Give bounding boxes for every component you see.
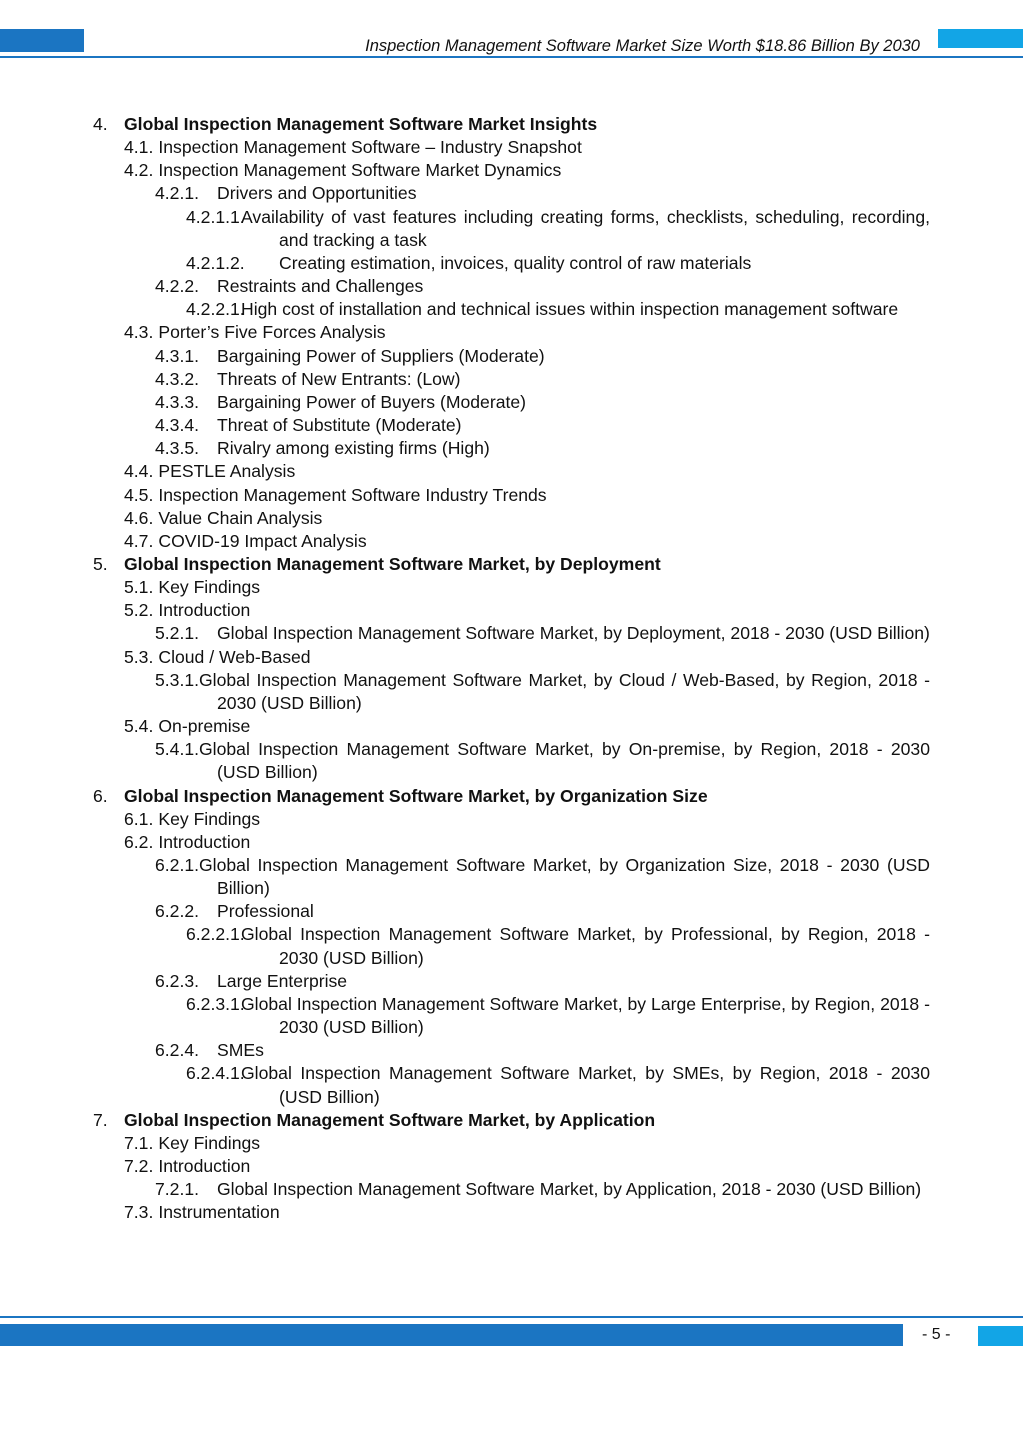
toc-entry-number: 5.3.: [124, 646, 154, 667]
toc-entry-text: Bargaining Power of Buyers (Moderate): [217, 391, 527, 412]
toc-entry-text: Global Inspection Management Software Market, by Organization Size: [124, 785, 708, 806]
toc-entry: [0, 113, 930, 136]
toc-entry-text: COVID-19 Impact Analysis: [158, 530, 367, 551]
footer-rule: [0, 1316, 1023, 1318]
toc-entry: [0, 1155, 930, 1178]
toc-entry-number: 4.3.5.: [155, 438, 200, 459]
toc-entry: [0, 298, 930, 321]
toc-entry-number: 4.6.: [124, 507, 154, 528]
toc-entry-text: Global Inspection Management Software Market, by Application, 2018 - 2030 (USD Billion): [217, 1179, 922, 1200]
toc-entry: [0, 136, 930, 159]
toc-entry-number: 5.1.: [124, 577, 154, 598]
toc-entry-number: 4.7.: [124, 530, 154, 551]
toc-entry-number: 5.4.1.: [155, 739, 200, 760]
toc-entry-text: Creating estimation, invoices, quality control of raw materials: [279, 252, 752, 273]
toc-entry-text: Global Inspection Management Software Market, by Deployment, 2018 - 2030 (USD Billion): [217, 623, 930, 644]
toc-entry: [0, 1201, 930, 1224]
toc-entry-text: Key Findings: [158, 1132, 261, 1153]
toc-entry: [0, 1039, 930, 1062]
toc-entry-number: 4.2.1.1.: [186, 206, 245, 227]
toc-entry-text: Porter’s Five Forces Analysis: [158, 322, 386, 343]
toc-entry: [0, 1178, 930, 1201]
toc-entry: [0, 321, 930, 344]
toc-entry: [0, 391, 930, 414]
toc-entry-number: 7.3.: [124, 1202, 154, 1223]
toc-entry: [0, 970, 930, 993]
toc-entry-text: Global Inspection Management Software Market, by Organization Size, 2018 - 2030 (USD Billion): [199, 855, 930, 899]
toc-entry: [0, 599, 930, 622]
toc-entry-text: Value Chain Analysis: [158, 507, 323, 528]
toc-entry-number: 6.2.3.1.: [186, 993, 245, 1014]
toc-entry-text: Bargaining Power of Suppliers (Moderate): [217, 345, 545, 366]
toc-entry-number: 5.4.: [124, 716, 154, 737]
toc-entry-text: Key Findings: [158, 577, 261, 598]
toc-entry-number: 6.2.2.: [155, 901, 200, 922]
page-header-title: Inspection Management Software Market Size Worth $18.86 Billion By 2030: [365, 37, 920, 55]
toc-entry: [0, 646, 930, 669]
toc-entry-number: 7.1.: [124, 1132, 154, 1153]
toc-entry-text: Availability of vast features including creating forms, checklists, scheduling, recording, and tracking a task: [241, 206, 930, 250]
toc-entry: [0, 622, 930, 645]
toc-entry-text: Large Enterprise: [217, 970, 348, 991]
toc-entry-text: Key Findings: [158, 808, 261, 829]
page-number: - 5 -: [922, 1326, 951, 1343]
header-left-bar: [0, 29, 84, 52]
toc-entry-text: High cost of installation and technical issues within inspection management software: [241, 299, 899, 320]
toc-entry-number: 6.2.4.: [155, 1040, 200, 1061]
toc-entry-number: 6.2.: [124, 831, 154, 852]
toc-entry-text: Threat of Substitute (Moderate): [217, 415, 462, 436]
toc-entry: [0, 159, 930, 182]
toc-entry: [0, 252, 930, 275]
toc-entry-text: Introduction: [158, 831, 251, 852]
toc-entry-number: 7.2.1.: [155, 1179, 200, 1200]
toc-entry: [0, 437, 930, 460]
toc-entry-text: Instrumentation: [158, 1202, 280, 1223]
toc-entry-text: Rivalry among existing firms (High): [217, 438, 490, 459]
toc-entry-number: 4.3.2.: [155, 368, 200, 389]
toc-entry-number: 4.2.1.: [155, 183, 200, 204]
toc-entry-text: PESTLE Analysis: [158, 461, 296, 482]
toc-entry-number: 4.3.4.: [155, 415, 200, 436]
toc-entry: [0, 900, 930, 923]
toc-entry: [0, 923, 930, 969]
toc-entry-text: Global Inspection Management Software Market, by Application: [124, 1109, 656, 1130]
toc-entry: [0, 553, 930, 576]
toc-entry-number: 4.3.: [124, 322, 154, 343]
toc-entry-number: 4.2.2.1.: [186, 299, 245, 320]
header-right-bar: [938, 29, 1023, 48]
toc-entry-number: 4.4.: [124, 461, 154, 482]
footer-bar: [0, 1324, 903, 1346]
toc-entry-text: On-premise: [158, 716, 251, 737]
toc-entry: [0, 460, 930, 483]
toc-entry-text: Global Inspection Management Software Market, by Cloud / Web-Based, by Region, 2018 - 2030 (USD Billion): [199, 669, 930, 713]
toc-entry-text: Introduction: [158, 1156, 251, 1177]
toc-entry: [0, 206, 930, 252]
toc-entry: [0, 368, 930, 391]
header-rule: [0, 56, 1023, 58]
toc-entry-number: 4.2.1.2.: [186, 252, 245, 273]
toc-entry-text: Introduction: [158, 600, 251, 621]
toc-entry-number: 4.: [93, 114, 108, 134]
toc-entry-number: 4.2.: [124, 160, 154, 181]
toc-entry: [0, 507, 930, 530]
toc-entry: [0, 808, 930, 831]
toc-entry: [0, 345, 930, 368]
toc-entry-text: Drivers and Opportunities: [217, 183, 417, 204]
footer-right-bar: [978, 1326, 1023, 1346]
toc-entry: [0, 275, 930, 298]
toc-entry-text: Cloud / Web-Based: [158, 646, 311, 667]
toc-entry-text: Restraints and Challenges: [217, 276, 424, 297]
toc-entry-number: 4.2.2.: [155, 276, 200, 297]
toc-entry: [0, 715, 930, 738]
toc-entry-number: 4.5.: [124, 484, 154, 505]
toc-entry-number: 4.1.: [124, 137, 154, 158]
toc-entry-text: Threats of New Entrants: (Low): [217, 368, 461, 389]
toc-entry-number: 5.2.1.: [155, 623, 200, 644]
toc-entry-number: 5.3.1.: [155, 669, 200, 690]
toc-entry-text: Global Inspection Management Software Market Insights: [124, 114, 598, 134]
toc-entry-text: Global Inspection Management Software Market, by SMEs, by Region, 2018 - 2030 (USD Billion): [241, 1063, 930, 1107]
toc-entry-number: 7.2.: [124, 1156, 154, 1177]
toc-entry-number: 6.1.: [124, 808, 154, 829]
toc-entry-number: 6.: [93, 785, 108, 806]
toc-entry: [0, 414, 930, 437]
toc-entry: [0, 1109, 930, 1132]
toc-entry-text: Inspection Management Software Industry Trends: [158, 484, 547, 505]
toc-entry-number: 4.3.3.: [155, 391, 200, 412]
toc-entry: [0, 738, 930, 784]
toc-entry-text: Inspection Management Software Market Dynamics: [158, 160, 562, 181]
toc-entry-number: 5.2.: [124, 600, 154, 621]
toc-entry-number: 6.2.1.: [155, 855, 200, 875]
toc-entry: [0, 1132, 930, 1155]
toc-entry: [0, 993, 930, 1039]
toc-entry: [0, 576, 930, 599]
table-of-contents: [0, 113, 1023, 1225]
toc-entry-number: 6.2.3.: [155, 970, 200, 991]
toc-entry-text: Professional: [217, 901, 314, 922]
toc-entry-text: Global Inspection Management Software Market, by Large Enterprise, by Region, 2018 - 2030 (USD Billion): [241, 993, 930, 1038]
toc-entry: [0, 831, 930, 854]
toc-entry-number: 6.2.2.1.: [186, 924, 245, 945]
toc-entry: [0, 854, 930, 900]
toc-entry-number: 6.2.4.1.: [186, 1063, 245, 1084]
toc-entry-text: Global Inspection Management Software Market, by Professional, by Region, 2018 - 2030 (USD Billion): [241, 924, 930, 968]
toc-entry-number: 7.: [93, 1109, 108, 1130]
toc-entry: [0, 530, 930, 553]
toc-entry-text: Global Inspection Management Software Market, by Deployment: [124, 553, 661, 574]
toc-entry: [0, 669, 930, 715]
toc-entry-text: Inspection Management Software – Industry Snapshot: [158, 137, 582, 158]
toc-entry-text: Global Inspection Management Software Market, by On-premise, by Region, 2018 - 2030 (USD Billion): [199, 739, 930, 783]
toc-entry: [0, 785, 930, 808]
toc-entry-text: SMEs: [217, 1040, 264, 1061]
toc-entry-number: 4.3.1.: [155, 345, 200, 366]
toc-entry-number: 5.: [93, 553, 108, 574]
toc-entry: [0, 182, 930, 205]
toc-entry: [0, 484, 930, 507]
toc-entry: [0, 1062, 930, 1108]
